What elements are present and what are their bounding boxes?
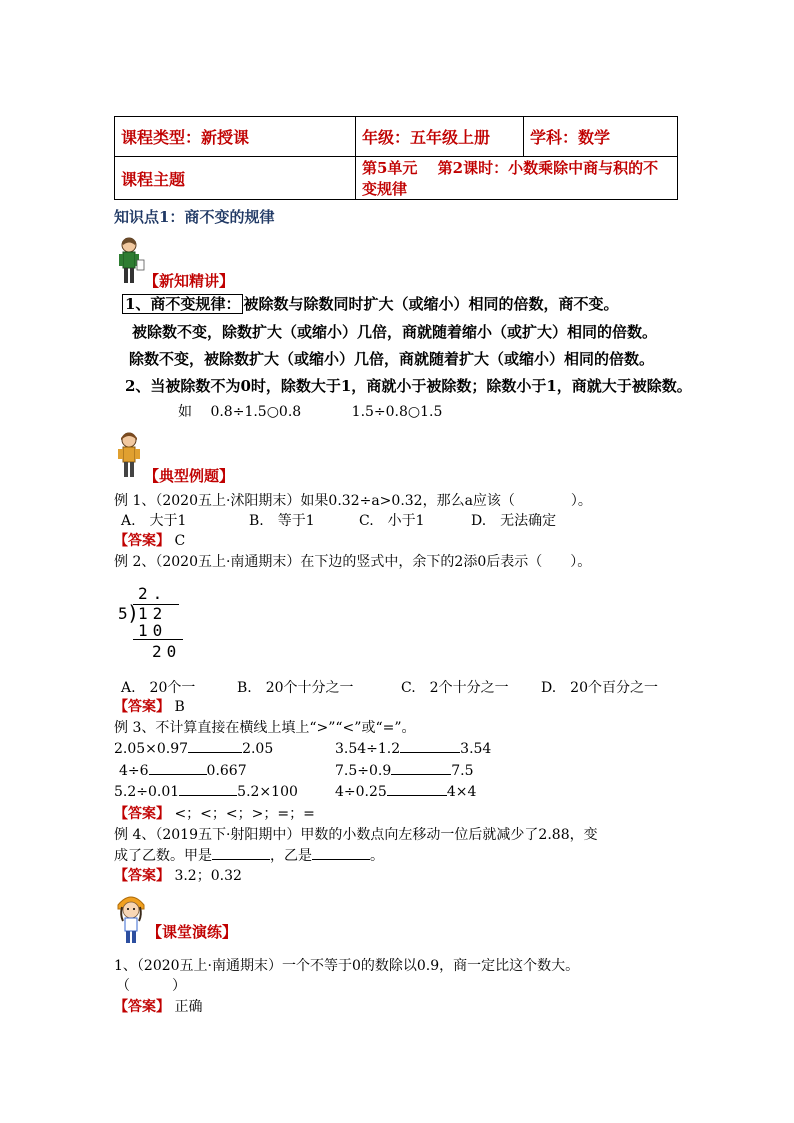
compare-expr: 5.2÷0.01 — [114, 784, 180, 800]
example-2-options — [121, 677, 658, 697]
compare-row-2b — [335, 762, 474, 779]
rule-line-4: 2、当被除数不为0时，除数大于1，商就小于被除数；除数小于1，商就大于被除数。 — [125, 377, 692, 395]
rule-line-3: 除数不变，被除数扩大（或缩小）几倍，商就随着扩大（或缩小）相同的倍数。 — [129, 350, 655, 368]
example-3-question: 例 3、不计算直接在横线上填上“>”“<”或“=”。 — [114, 720, 416, 736]
ex4-text-c: 。 — [370, 848, 384, 864]
practice-q1-line2: （ ） — [116, 978, 186, 994]
long-division-figure — [118, 584, 188, 662]
blank-line[interactable] — [179, 783, 237, 796]
new-knowledge-heading: 【新知精讲】 — [144, 272, 235, 290]
compare-value: 2.05 — [242, 741, 274, 757]
compare-row-1 — [114, 740, 273, 757]
blank-line[interactable] — [400, 740, 460, 753]
answer-value: B — [174, 699, 185, 715]
answer-label: 【答案】 — [114, 699, 170, 715]
examples-heading: 【典型例题】 — [144, 467, 235, 485]
student-figure-icon — [113, 430, 145, 480]
ex4-text-a: 成了乙数。甲是 — [114, 848, 212, 864]
practice-q1-line1: 1、（2020五上·南通期末）一个不等于0的数除以0.9，商一定比这个数大。 — [114, 958, 580, 974]
compare-row-3 — [114, 783, 298, 800]
example-prefix: 如 — [178, 404, 192, 420]
ex4-text-b: ，乙是 — [270, 848, 312, 864]
subject-cell: 学科：数学 — [524, 117, 678, 157]
ex1-option-a: A. 大于1 — [121, 513, 187, 529]
teacher-figure-icon — [113, 236, 145, 286]
compare-row-2 — [119, 762, 247, 779]
ex1-option-d: D. 无法确定 — [471, 513, 557, 529]
ex2-option-a: A. 20个一 — [121, 680, 196, 696]
division-divisor: 5 — [118, 604, 128, 623]
division-dividend: 12 — [138, 604, 168, 623]
rule-example — [178, 401, 442, 421]
answer-label: 【答案】 — [114, 999, 170, 1015]
example-4-answer — [114, 865, 242, 885]
answer-value: C — [174, 533, 186, 549]
example-1-answer — [114, 530, 185, 550]
compare-value: 0.667 — [206, 763, 247, 779]
ex2-option-d: D. 20个百分之一 — [541, 680, 658, 696]
answer-label: 【答案】 — [114, 868, 170, 884]
division-quotient: 2. — [138, 584, 168, 603]
girl-figure-icon — [114, 893, 148, 945]
example-4-question-line1: 例 4、（2019五下·射阳期中）甲数的小数点向左移动一位后就减少了2.88，变 — [114, 827, 598, 843]
example-a: 0.8÷1.5○0.8 — [210, 404, 302, 420]
topic-value: 第5单元 第2课时：小数乘除中商与积的不变规律 — [362, 159, 659, 198]
course-header-table — [114, 116, 678, 200]
topic-value-cell — [356, 157, 678, 200]
compare-row-1b — [335, 740, 491, 757]
answer-label: 【答案】 — [114, 806, 170, 822]
course-type-cell: 课程类型：新授课 — [115, 117, 356, 157]
compare-expr: 4÷6 — [119, 763, 149, 779]
example-4-question-line2 — [114, 845, 384, 865]
compare-row-3b — [335, 783, 476, 800]
compare-expr: 3.54÷1.2 — [335, 741, 401, 757]
compare-value: 7.5 — [451, 763, 474, 779]
ex1-option-c: C. 小于1 — [359, 513, 425, 529]
rule-label: 1、商不变规律： — [122, 294, 243, 314]
practice-answer — [114, 996, 202, 1016]
knowledge-point-title: 知识点1：商不变的规律 — [114, 208, 275, 226]
compare-value: 4×4 — [446, 784, 477, 800]
example-3-answer — [114, 803, 315, 823]
answer-label: 【答案】 — [114, 533, 170, 549]
blank-line[interactable] — [391, 762, 451, 775]
example-2-answer — [114, 696, 185, 716]
ex2-option-c: C. 2个十分之一 — [401, 680, 509, 696]
answer-value: 正确 — [174, 999, 203, 1015]
rule-line-1 — [122, 293, 618, 315]
compare-expr: 2.05×0.97 — [114, 741, 189, 757]
answer-value: <；<；<；>；=；= — [174, 806, 315, 822]
division-subtract-line — [133, 639, 183, 640]
blank-line[interactable] — [312, 847, 370, 860]
division-remainder: 20 — [152, 642, 182, 661]
compare-expr: 7.5÷0.9 — [335, 763, 392, 779]
rule-text: 被除数与除数同时扩大（或缩小）相同的倍数，商不变。 — [243, 295, 619, 313]
blank-line[interactable] — [149, 762, 207, 775]
answer-value: 3.2；0.32 — [174, 868, 242, 884]
compare-value: 5.2×100 — [237, 784, 298, 800]
division-bracket: ) — [127, 601, 140, 625]
example-1-options — [121, 510, 557, 530]
division-product: 10 — [138, 621, 168, 640]
topic-label-cell: 课程主题 — [115, 157, 356, 200]
ex2-option-b: B. 20个十分之一 — [237, 680, 354, 696]
example-1-question: 例 1、（2020五上·沭阳期末）如果0.32÷a>0.32，那么a应该（ ）。 — [114, 493, 592, 509]
grade-cell: 年级：五年级上册 — [356, 117, 524, 157]
ex1-option-b: B. 等于1 — [249, 513, 315, 529]
blank-line[interactable] — [188, 740, 242, 753]
compare-value: 3.54 — [460, 741, 492, 757]
practice-heading: 【课堂演练】 — [147, 923, 238, 941]
blank-line[interactable] — [212, 847, 270, 860]
example-b: 1.5÷0.8○1.5 — [351, 404, 443, 420]
blank-line[interactable] — [387, 783, 447, 796]
rule-line-2: 被除数不变，除数扩大（或缩小）几倍，商就随着缩小（或扩大）相同的倍数。 — [132, 323, 658, 341]
example-2-question: 例 2、（2020五上·南通期末）在下边的竖式中，余下的2添0后表示（ ）。 — [114, 554, 592, 570]
compare-expr: 4÷0.25 — [335, 784, 387, 800]
